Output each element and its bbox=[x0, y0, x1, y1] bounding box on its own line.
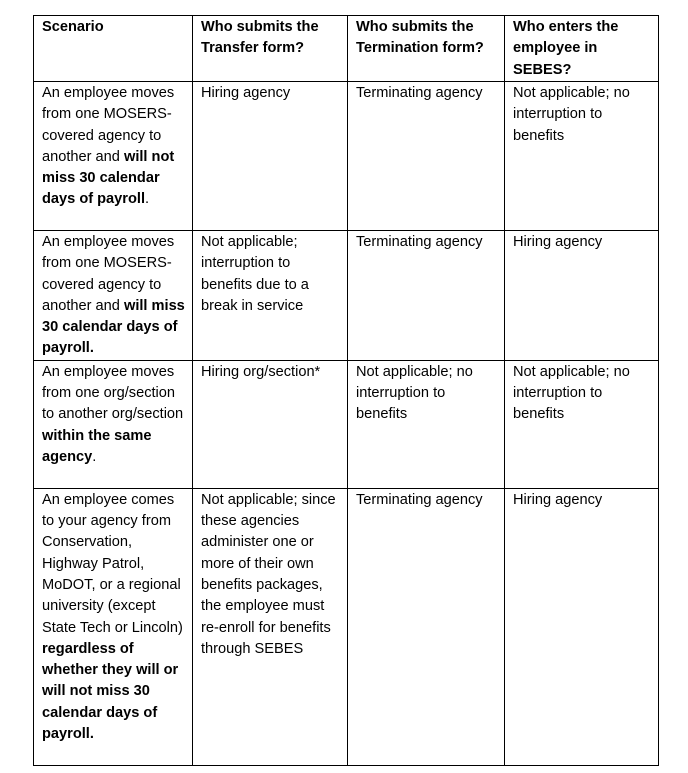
table-row bbox=[34, 82, 659, 231]
scenario-text: An employee moves from one MOSERS-covered agency to another and bbox=[42, 234, 175, 314]
transfer-cell: Hiring org/section* bbox=[193, 360, 348, 488]
table-header-row bbox=[34, 16, 659, 82]
scenario-suffix: . bbox=[92, 448, 97, 465]
termination-cell: Terminating agency bbox=[348, 231, 505, 361]
scenario-text: An employee moves from one org/section to another org/section bbox=[42, 363, 184, 423]
table-row bbox=[34, 231, 659, 361]
scenario-cell bbox=[34, 360, 193, 488]
sebes-cell: Hiring agency bbox=[505, 231, 659, 361]
scenario-text: An employee comes to your agency from Conservation, Highway Patrol, MoDOT, or a regional university (except State Tech or Lincoln) bbox=[42, 491, 183, 636]
scenario-emphasis: regardless of whether they will or will not miss 30 calendar days of payroll. bbox=[42, 640, 179, 743]
scenario-emphasis: will miss 30 calendar days of payroll. bbox=[42, 297, 185, 357]
header-transfer-form: Who submits the Transfer form? bbox=[193, 16, 348, 82]
transfer-scenarios-table bbox=[33, 15, 659, 766]
scenario-emphasis: within the same agency bbox=[42, 427, 152, 465]
scenario-cell bbox=[34, 82, 193, 231]
scenario-emphasis: will not miss 30 calendar days of payroll bbox=[42, 148, 175, 208]
sebes-cell: Not applicable; no interruption to benefits bbox=[505, 82, 659, 231]
termination-cell: Not applicable; no interruption to benefits bbox=[348, 360, 505, 488]
scenario-cell bbox=[34, 231, 193, 361]
scenario-text: An employee moves from one MOSERS-covered agency to another and bbox=[42, 85, 175, 165]
header-termination-form: Who submits the Termination form? bbox=[348, 16, 505, 82]
header-scenario: Scenario bbox=[34, 16, 193, 82]
scenario-cell bbox=[34, 488, 193, 765]
scenario-suffix: . bbox=[145, 191, 150, 208]
sebes-cell: Not applicable; no interruption to benefits bbox=[505, 360, 659, 488]
transfer-cell: Hiring agency bbox=[193, 82, 348, 231]
table-row bbox=[34, 488, 659, 765]
transfer-cell: Not applicable; since these agencies administer one or more of their own benefits packages, the employee must re-enroll for benefits through SEBES bbox=[193, 488, 348, 765]
transfer-cell: Not applicable; interruption to benefits due to a break in service bbox=[193, 231, 348, 361]
header-sebes-entry: Who enters the employee in SEBES? bbox=[505, 16, 659, 82]
termination-cell: Terminating agency bbox=[348, 488, 505, 765]
termination-cell: Terminating agency bbox=[348, 82, 505, 231]
table-row bbox=[34, 360, 659, 488]
sebes-cell: Hiring agency bbox=[505, 488, 659, 765]
